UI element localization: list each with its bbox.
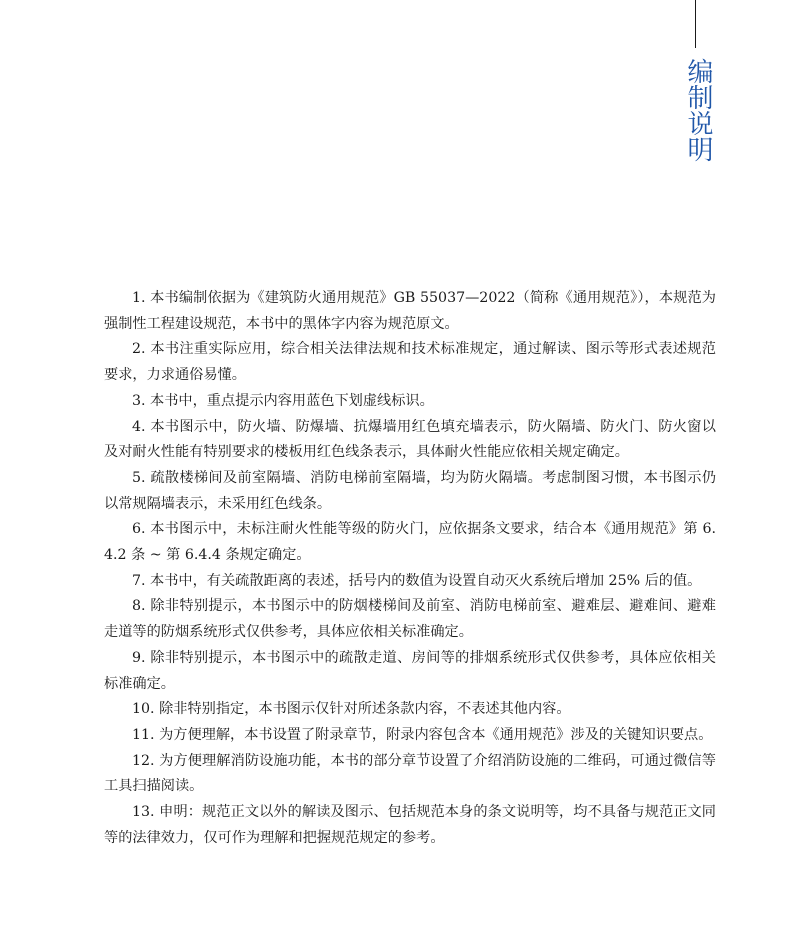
note-paragraph-5: 5. 疏散楼梯间及前室隔墙、消防电梯前室隔墙，均为防火隔墙。考虑制图习惯，本书图示仍以常规隔墙表示，未采用红色线条。	[104, 469, 716, 512]
note-paragraph-7: 7. 本书中，有关疏散距离的表述，括号内的数值为设置自动灭火系统后增加 25% 后的值。	[132, 572, 702, 589]
note-paragraph-4: 4. 本书图示中，防火墙、防爆墙、抗爆墙用红色填充墙表示，防火隔墙、防火门、防火窗以及对耐火性能有特别要求的楼板用红色线条表示，具体耐火性能应依相关规定确定。	[104, 418, 716, 461]
margin-rule	[695, 0, 696, 48]
section-title: 编制说明	[683, 58, 713, 162]
note-paragraph-1: 1. 本书编制依据为《建筑防火通用规范》GB 55037—2022（简称《通用规范》），本规范为强制性工程建设规范，本书中的黑体字内容为规范原文。	[104, 290, 716, 332]
note-paragraph-11: 11. 为方便理解，本书设置了附录章节，附录内容包含本《通用规范》涉及的关键知识要点。	[132, 726, 713, 743]
note-paragraph-2: 2. 本书注重实际应用，综合相关法律法规和技术标准规定，通过解读、图示等形式表述规范要求，力求通俗易懂。	[104, 341, 716, 384]
note-paragraph-12: 12. 为方便理解消防设施功能，本书的部分章节设置了介绍消防设施的二维码，可通过微信等工具扫描阅读。	[104, 752, 716, 795]
note-paragraph-3: 3. 本书中，重点提示内容用蓝色下划虚线标识。	[132, 392, 434, 409]
note-paragraph-6: 6. 本书图示中，未标注耐火性能等级的防火门，应依据条文要求，结合本《通用规范》第 6.4.2 条 ~ 第 6.4.4 条规定确定。	[104, 521, 716, 564]
notes-body	[104, 286, 716, 851]
note-paragraph-13: 13. 申明：规范正文以外的解读及图示、包括规范本身的条文说明等，均不具备与规范正文同等的法律效力，仅可作为理解和把握规范规定的参考。	[104, 804, 716, 846]
note-paragraph-10: 10. 除非特别指定，本书图示仅针对所述条款内容，不表述其他内容。	[132, 701, 571, 718]
note-paragraph-9: 9. 除非特别提示，本书图示中的疏散走道、房间等的排烟系统形式仅供参考，具体应依相关标准确定。	[104, 649, 716, 692]
note-paragraph-8: 8. 除非特别提示，本书图示中的防烟楼梯间及前室、消防电梯前室、避难层、避难间、避难走道等的防烟系统形式仅供参考，具体应依相关标准确定。	[104, 598, 716, 641]
